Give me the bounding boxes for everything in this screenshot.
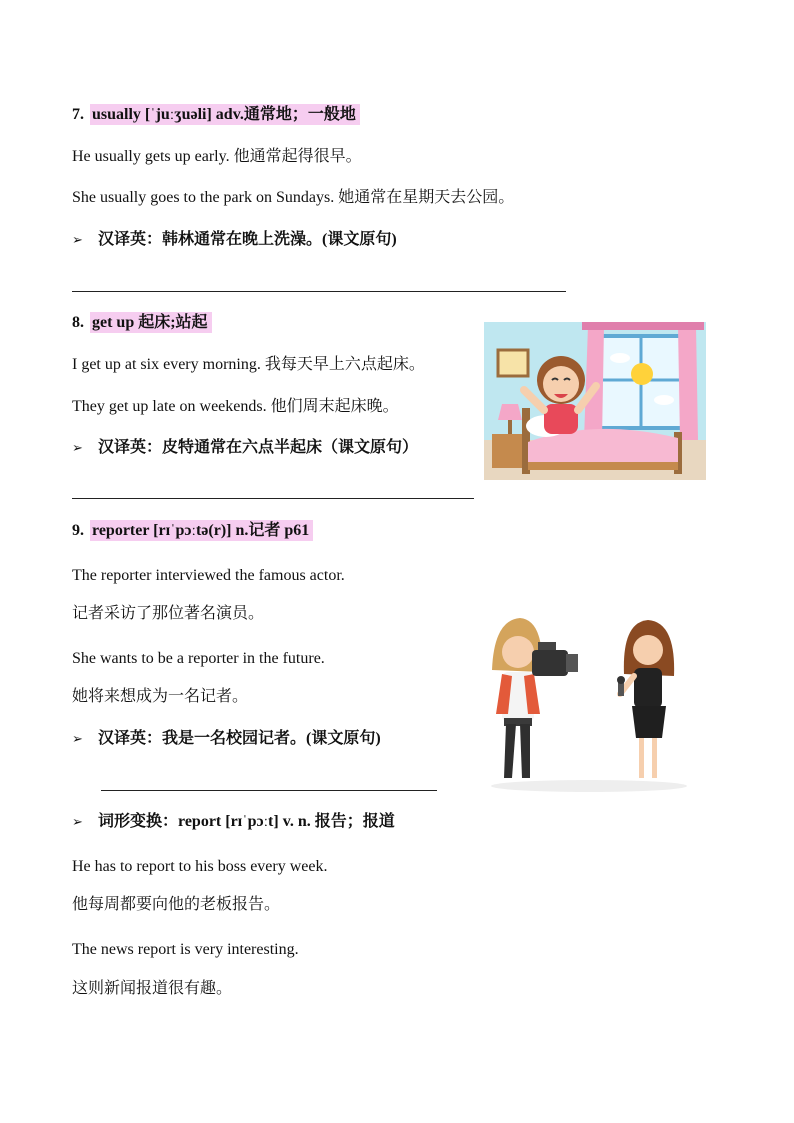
item9-task-text: 汉译英：我是一名校园记者。(课文原句)	[98, 730, 381, 747]
item9-number: 9.	[72, 522, 84, 539]
arrow-bullet-icon: ➢	[72, 441, 83, 456]
item7-answer-line[interactable]	[72, 291, 566, 292]
item8-headword: get up 起床;站起	[90, 312, 212, 333]
reporter-interview-illustration	[484, 610, 694, 810]
arrow-bullet-icon: ➢	[72, 815, 83, 830]
item9-example-1-en: The reporter interviewed the famous actor.	[72, 567, 345, 584]
item9-example-3-en: He has to report to his boss every week.	[72, 858, 328, 875]
item9-word-form-text: 词形变换：report [rɪˈpɔːt] v. n. 报告；报道	[98, 813, 395, 830]
item8-example-1: I get up at six every morning. 我每天早上六点起床。	[72, 356, 425, 373]
item9-word-form	[72, 811, 395, 834]
item8-heading	[72, 312, 212, 334]
item9-example-3-zh: 他每周都要向他的老板报告。	[72, 896, 281, 913]
item7-heading	[72, 104, 360, 126]
item9-example-2-zh: 她将来想成为一名记者。	[72, 688, 249, 705]
item8-translation-task	[72, 437, 418, 460]
item7-example-2: She usually goes to the park on Sundays. 她通常在星期天去公园。	[72, 189, 515, 206]
arrow-bullet-icon: ➢	[72, 233, 83, 248]
item9-headword: reporter [rɪˈpɔːtə(r)] n.记者 p61	[90, 520, 313, 541]
item9-example-4-zh: 这则新闻报道很有趣。	[72, 980, 233, 997]
item8-example-2: They get up late on weekends. 他们周末起床晚。	[72, 398, 399, 415]
arrow-bullet-icon: ➢	[72, 732, 83, 747]
item9-example-2-en: She wants to be a reporter in the future.	[72, 650, 325, 667]
item8-answer-line[interactable]	[72, 498, 474, 499]
item7-number: 7.	[72, 106, 84, 123]
item9-translation-task	[72, 728, 381, 751]
item9-answer-line[interactable]	[101, 790, 437, 791]
item9-example-4-en: The news report is very interesting.	[72, 941, 299, 958]
item8-number: 8.	[72, 314, 84, 331]
item7-translation-task	[72, 229, 397, 252]
item8-task-text: 汉译英：皮特通常在六点半起床（课文原句）	[98, 439, 419, 456]
item7-example-1: He usually gets up early. 他通常起得很早。	[72, 148, 362, 165]
item7-task-text: 汉译英：韩林通常在晚上洗澡。(课文原句)	[98, 231, 397, 248]
item9-heading	[72, 520, 313, 542]
item7-headword: usually [ˈjuːʒuəli] adv.通常地；一般地	[90, 104, 360, 125]
item9-example-1-zh: 记者采访了那位著名演员。	[72, 605, 265, 622]
girl-waking-up-illustration	[484, 322, 706, 480]
